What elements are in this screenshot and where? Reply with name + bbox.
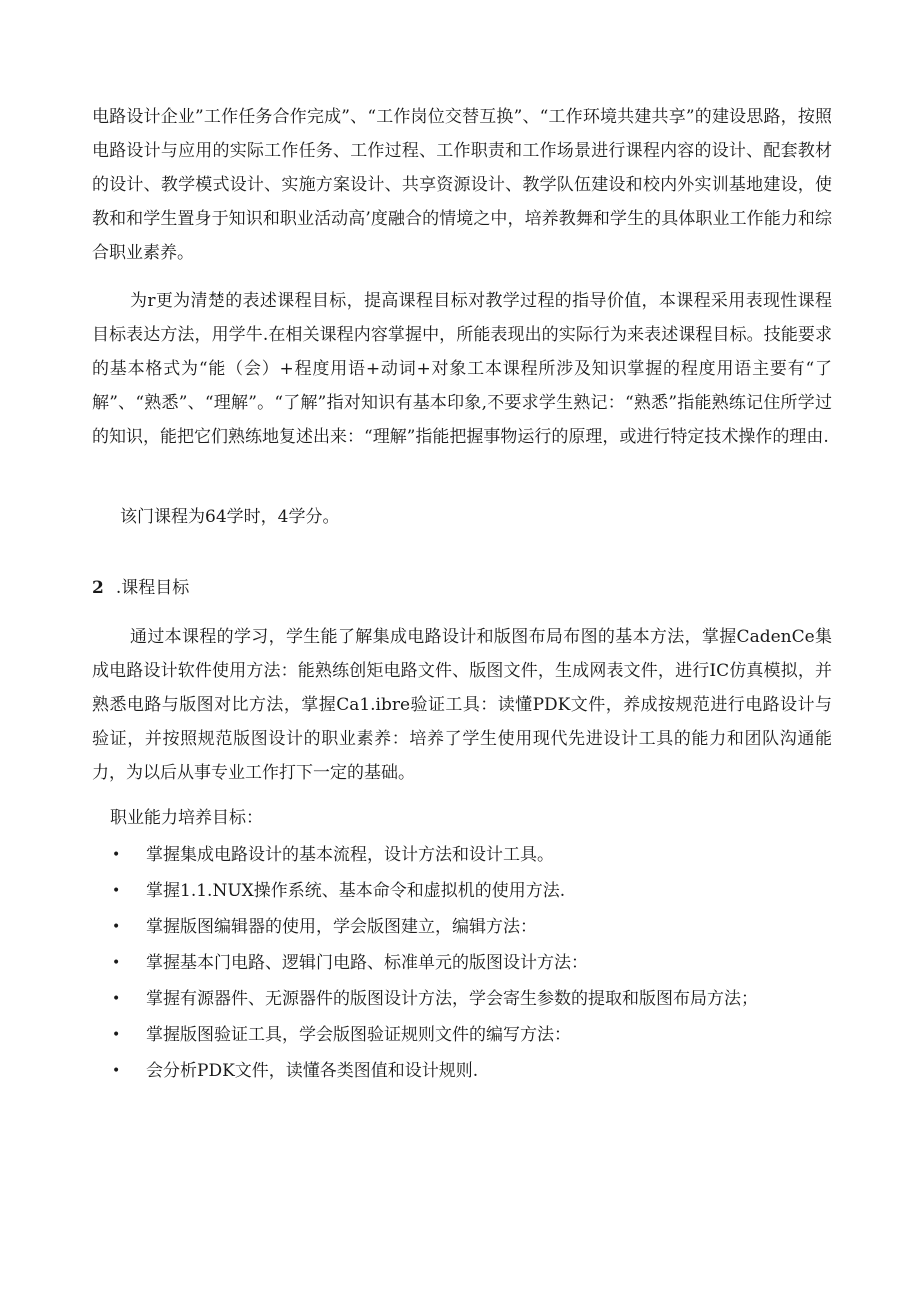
- list-item-text: 掌握1.1.NUX操作系统、基本命令和虚拟机的使用方法.: [146, 881, 566, 901]
- section-title: .课程目标: [115, 578, 190, 598]
- list-item-text: 掌握集成电路设计的基本流程，设计方法和设计工具。: [146, 845, 554, 865]
- course-goal-paragraph: 通过本课程的学习，学生能了解集成电路设计和版图布局布图的基本方法，掌握CadenCe集成电路设计软件使用方法：能熟练创矩电路文件、版图文件，生成网表文件，进行IC仿真模拟，并熟悉电路与版图对比方法，掌握Ca1.ibre验证工具：读懂PDK文件，养成按规范进行电路设计与验证，并按照规范版图设计的职业素养：培养了学生使用现代先进设计工具的能力和团队沟通能力，为以后从事专业工作打下一定的基础。: [92, 627, 832, 783]
- list-item-text: 掌握版图编辑器的使用，学会版图建立，编辑方法：: [146, 917, 537, 937]
- bullet-icon: •: [112, 1063, 121, 1079]
- section-heading: [92, 571, 189, 605]
- intro-paragraph-continued: 电路设计企业”工作任务合作完成”、“工作岗位交替互换”、“工作环境共建共享”的建设思路，按照电路设计与应用的实际工作任务、工作过程、工作职责和工作场景进行课程内容的设计、配套教材的设计、教学模式设计、实施方案设计、共享资源设计、教学队伍建设和校内外实训基地建设，使教和和学生置身于知识和职业活动高’度融合的情境之中，培养教舞和学生的具体职业工作能力和综合职业素养。: [92, 107, 832, 263]
- vocational-goals-list: [110, 838, 830, 1090]
- list-item: [110, 874, 830, 910]
- list-item-text: 掌握基本门电路、逻辑门电路、标准单元的版图设计方法：: [146, 953, 588, 973]
- list-item: [110, 910, 830, 946]
- bullet-icon: •: [112, 847, 121, 863]
- bullet-icon: •: [112, 991, 121, 1007]
- list-item: [110, 946, 830, 982]
- list-item-text: 会分析PDK文件，读懂各类图值和设计规则.: [146, 1061, 479, 1081]
- bullet-icon: •: [112, 955, 121, 971]
- list-item: [110, 1054, 830, 1090]
- list-item: [110, 982, 830, 1018]
- subheading-vocational-goals: 职业能力培养目标：: [110, 808, 263, 828]
- list-item: [110, 1018, 830, 1054]
- list-item-text: 掌握有源器件、无源器件的版图设计方法，学会寄生参数的提取和版图布局方法；: [146, 989, 758, 1009]
- bullet-icon: •: [112, 1027, 121, 1043]
- bullet-icon: •: [112, 919, 121, 935]
- list-item: [110, 838, 830, 874]
- course-hours-paragraph: 该门课程为64学时，4学分。: [120, 507, 340, 527]
- list-item-text: 掌握版图验证工具，学会版图验证规则文件的编写方法：: [146, 1025, 571, 1045]
- section-number: 2: [92, 578, 104, 598]
- bullet-icon: •: [112, 883, 121, 899]
- course-objective-expression-paragraph: 为r更为清楚的表述课程目标，提高课程目标对教学过程的指导价值，本课程采用表现性课程目标表达方法，用学牛.在相关课程内容掌握中，所能表现出的实际行为来表述课程目标。技能要求的基本格式为“能（会）+程度用语+动词+对象工本课程所涉及知识掌握的程度用语主要有“了解”、“熟悉”、“理解”。“了解”指对知识有基本印象,不要求学生熟记：“熟悉”指能熟练记住所学过的知识，能把它们熟练地复述出来：“理解”指能把握事物运行的原理，或进行特定技术操作的理由.: [92, 291, 832, 447]
